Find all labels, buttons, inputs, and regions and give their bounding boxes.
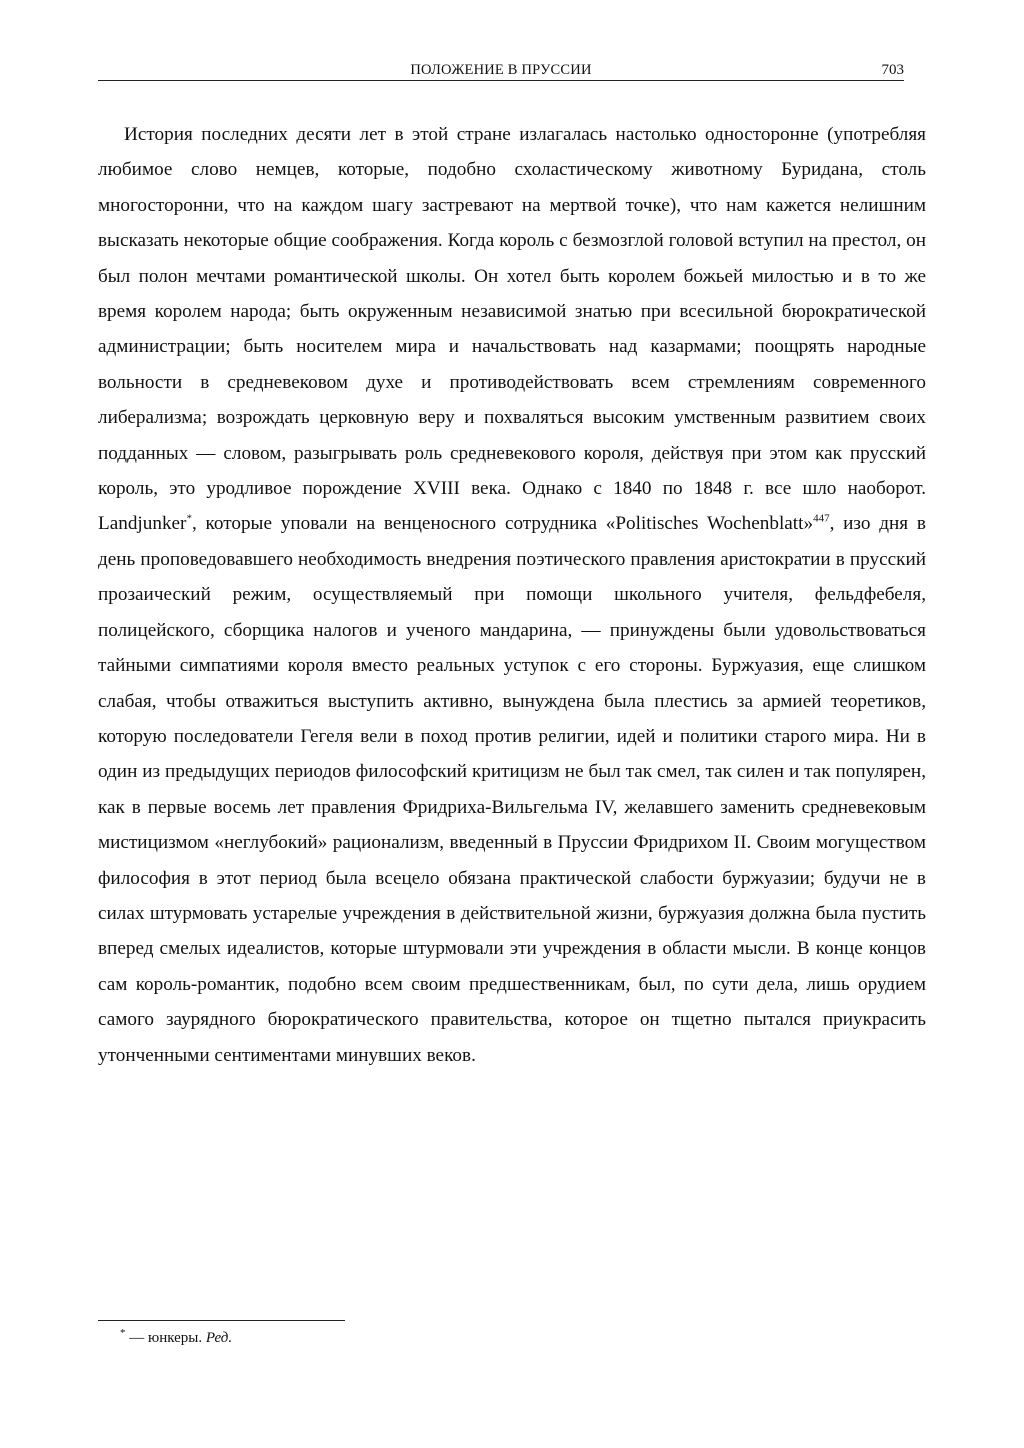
- footnote-editor-label: Ред.: [205, 1330, 233, 1346]
- footnote-text: — юнкеры.: [125, 1330, 206, 1346]
- running-header: [98, 62, 904, 81]
- running-title: ПОЛОЖЕНИЕ В ПРУССИИ: [410, 62, 592, 78]
- body-paragraph: [98, 117, 926, 1073]
- paragraph-part-3: , изо дня в день проповедовавшего необходимость внедрения поэтического правления аристократии в прусский прозаический режим, осуществляемый при помощи школьного учителя, фельдфебеля, полицейского, сборщика налогов и ученого мандарина, — принуждены были удовольствоваться тайными симпатиями короля вместо реальных уступок с его стороны. Буржуазия, еще слишком слабая, чтобы отважиться выступить активно, вынуждена была плестись за армией теоретиков, которую последователи Гегеля вели в поход против религии, идей и политики старого мира. Ни в один из предыдущих периодов философский критицизм не был так смел, так силен и так популярен, как в первые восемь лет правления Фридриха-Вильгельма IV, желавшего заменить средневековым мистицизмом «неглубокий» рационализм, введенный в Пруссии Фридрихом II. Своим могуществом философия в этот период была всецело обязана практической слабости буржуазии; будучи не в силах штурмовать устарелые учреждения в действительной жизни, буржуазия должна была пустить вперед смелых идеалистов, которые штурмовали эти учреждения в области мысли. В конце концов сам король-романтик, подобно всем своим предшественникам, был, по сути дела, лишь орудием самого заурядного бюрократического правительства, которое он тщетно пытался приукрасить утонченными сентиментами минувших веков.: [98, 513, 926, 1066]
- footnote-marker[interactable]: *: [186, 513, 192, 526]
- footnote-divider: [98, 1320, 345, 1321]
- footnote-mark: *: [120, 1327, 126, 1339]
- page-number: 703: [881, 62, 904, 78]
- paragraph-part-2: , которые уповали на венценосного сотрудника «Politisches Wochenblatt»: [191, 513, 814, 535]
- endnote-reference[interactable]: 447: [813, 513, 830, 526]
- paragraph-part-1: История последних десяти лет в этой стране излагалась настолько односторонне (употребляя любимое слово немцев, которые, подобно схоластическому животному Буридана, столь многосторонни, что на каждом шагу застревают на мертвой точке), что нам кажется нелишним высказать некоторые общие соображения. Когда король с безмозглой головой вступил на престол, он был полон мечтами романтической школы. Он хотел быть королем божьей милостью и в то же время королем народа; быть окруженным независимой знатью при всесильной бюрократической администрации; быть носителем мира и начальствовать над казармами; поощрять народные вольности в средневековом духе и противодействовать всем стремлениям современного либерализма; возрождать церковную веру и похваляться высоким умственным развитием своих подданных — словом, разыгрывать роль средневекового короля, действуя при этом как прусский король, это уродливое порождение XVIII века. Однако с 1840 по 1848 г. все шло наоборот. Landjunker: [98, 124, 926, 535]
- footnote: [120, 1328, 232, 1348]
